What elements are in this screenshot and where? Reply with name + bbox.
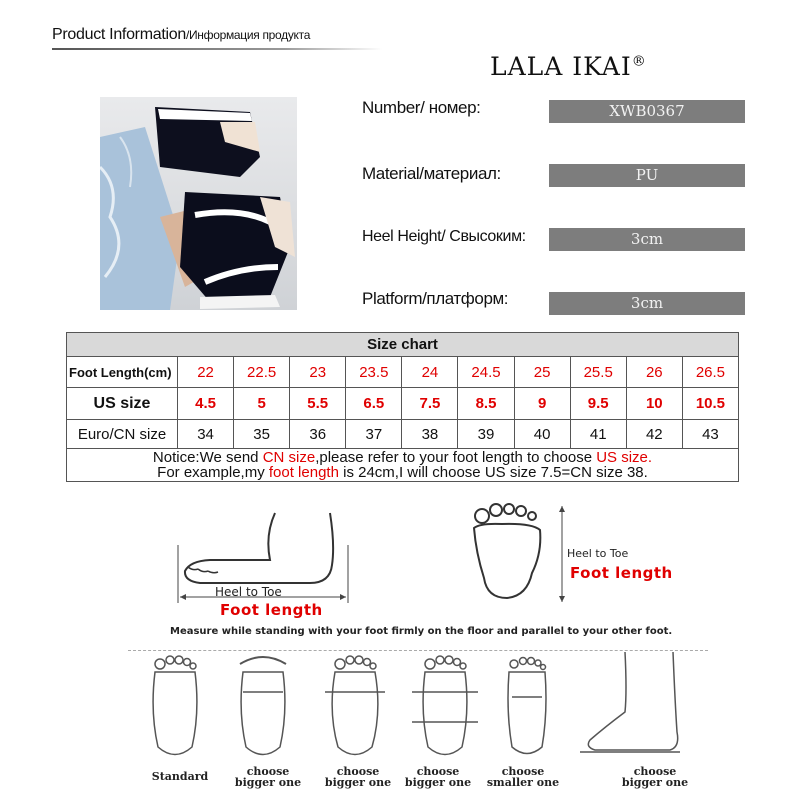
notice-text: For example,my — [157, 464, 269, 481]
caption-line: bigger one — [324, 776, 392, 789]
euro-size-cell: 41 — [570, 420, 626, 449]
foot-length-cell: 24 — [402, 357, 458, 388]
size-chart-title: Size chart — [67, 333, 739, 357]
foot-length-cell: 24.5 — [458, 357, 514, 388]
us-size-cell: 10 — [626, 388, 682, 420]
us-size-cell: 5.5 — [290, 388, 346, 420]
notice-text: Notice:We send — [152, 449, 263, 466]
caption-line: bigger one — [234, 776, 302, 789]
us-size-cell: 8.5 — [458, 388, 514, 420]
caption-choose-bigger-4 — [610, 766, 700, 788]
title-russian: /Информация продукта — [185, 28, 311, 42]
notice-highlight: foot length — [268, 464, 339, 481]
us-size-cell: 4.5 — [178, 388, 234, 420]
euro-size-cell: 40 — [514, 420, 570, 449]
spec-material-label: Material/материал: — [362, 164, 501, 183]
row-label: US size — [67, 388, 178, 420]
foot-length-row — [67, 357, 739, 388]
euro-size-cell: 39 — [458, 420, 514, 449]
caption-line: smaller one — [486, 776, 560, 789]
sandal-photo-illustration — [100, 97, 297, 310]
caption-line: choose — [501, 765, 545, 778]
notice-highlight: US size. — [596, 449, 653, 466]
euro-size-cell: 43 — [682, 420, 738, 449]
product-photo — [100, 97, 297, 310]
caption-choose-bigger-3 — [398, 766, 478, 788]
title-english: Product Information — [52, 26, 186, 43]
spec-material-value: PU — [549, 164, 745, 187]
notice-text: is 24cm,I will choose US size 7.5=CN size 38. — [338, 464, 648, 481]
foot-choose-bigger-3 — [412, 656, 478, 755]
foot-choose-bigger-high-arch — [580, 652, 680, 752]
euro-size-cell: 38 — [402, 420, 458, 449]
caption-line: bigger one — [404, 776, 472, 789]
row-label: Euro/CN size — [67, 420, 178, 449]
foot-length-cell: 26.5 — [682, 357, 738, 388]
sole-heel-to-toe-label: Heel to Toe — [567, 547, 629, 560]
foot-standard — [153, 656, 197, 755]
us-size-cell: 5 — [234, 388, 290, 420]
sole-foot-length-caption: Foot length — [570, 564, 673, 582]
notice-highlight: CN size — [262, 449, 316, 466]
registered-mark: ® — [631, 53, 647, 70]
size-chart-header-row — [67, 333, 739, 357]
euro-size-cell: 42 — [626, 420, 682, 449]
size-chart-table — [66, 332, 739, 482]
brand-name: LALA IKAI — [490, 52, 632, 81]
us-size-row — [67, 388, 739, 420]
caption-line: bigger one — [621, 776, 689, 789]
spec-platform-label: Platform/платформ: — [362, 289, 509, 308]
euro-size-cell: 35 — [234, 420, 290, 449]
us-size-cell: 9.5 — [570, 388, 626, 420]
foot-choose-bigger-1 — [240, 657, 286, 755]
row-label: Foot Length(cm) — [67, 357, 178, 388]
foot-length-cell: 22 — [178, 357, 234, 388]
euro-size-cell: 37 — [346, 420, 402, 449]
foot-length-cell: 23.5 — [346, 357, 402, 388]
foot-length-cell: 22.5 — [234, 357, 290, 388]
foot-length-cell: 23 — [290, 357, 346, 388]
caption-choose-smaller — [478, 766, 568, 788]
foot-length-cell: 25.5 — [570, 357, 626, 388]
us-size-cell: 6.5 — [346, 388, 402, 420]
size-notice — [67, 449, 739, 482]
header-divider — [52, 48, 382, 50]
product-info-title — [52, 26, 310, 44]
spec-heel-value: 3cm — [549, 228, 745, 251]
foot-choose-bigger-2 — [325, 656, 385, 755]
caption-line: choose — [336, 765, 380, 778]
caption-line: choose — [416, 765, 460, 778]
caption-line: choose — [633, 765, 677, 778]
brand-logo — [490, 52, 647, 81]
sole-foot-diagram — [462, 498, 572, 608]
caption-choose-bigger-2 — [318, 766, 398, 788]
dashed-divider — [128, 650, 708, 651]
spec-number-value: XWB0367 — [549, 100, 745, 123]
side-foot-length-caption: Foot length — [220, 601, 323, 619]
us-size-cell: 10.5 — [682, 388, 738, 420]
caption-line: Standard — [151, 770, 209, 783]
notice-text: ,please refer to your foot length to choose — [315, 449, 597, 466]
us-size-cell: 7.5 — [402, 388, 458, 420]
measure-instruction: Measure while standing with your foot firmly on the floor and parallel to your other foot. — [170, 626, 673, 637]
foot-length-cell: 25 — [514, 357, 570, 388]
spec-platform-value: 3cm — [549, 292, 745, 315]
side-heel-to-toe-label: Heel to Toe — [215, 585, 282, 599]
foot-choose-smaller — [508, 658, 546, 754]
spec-number-label: Number/ номер: — [362, 98, 481, 117]
euro-size-cell: 34 — [178, 420, 234, 449]
caption-choose-bigger-1 — [228, 766, 308, 788]
us-size-cell: 9 — [514, 388, 570, 420]
caption-standard — [140, 771, 220, 782]
caption-line: choose — [246, 765, 290, 778]
foot-length-cell: 26 — [626, 357, 682, 388]
euro-size-row — [67, 420, 739, 449]
notice-row — [67, 449, 739, 482]
euro-size-cell: 36 — [290, 420, 346, 449]
foot-comparison-diagrams — [130, 652, 710, 767]
spec-heel-label: Heel Height/ Cвысоким: — [362, 228, 526, 245]
